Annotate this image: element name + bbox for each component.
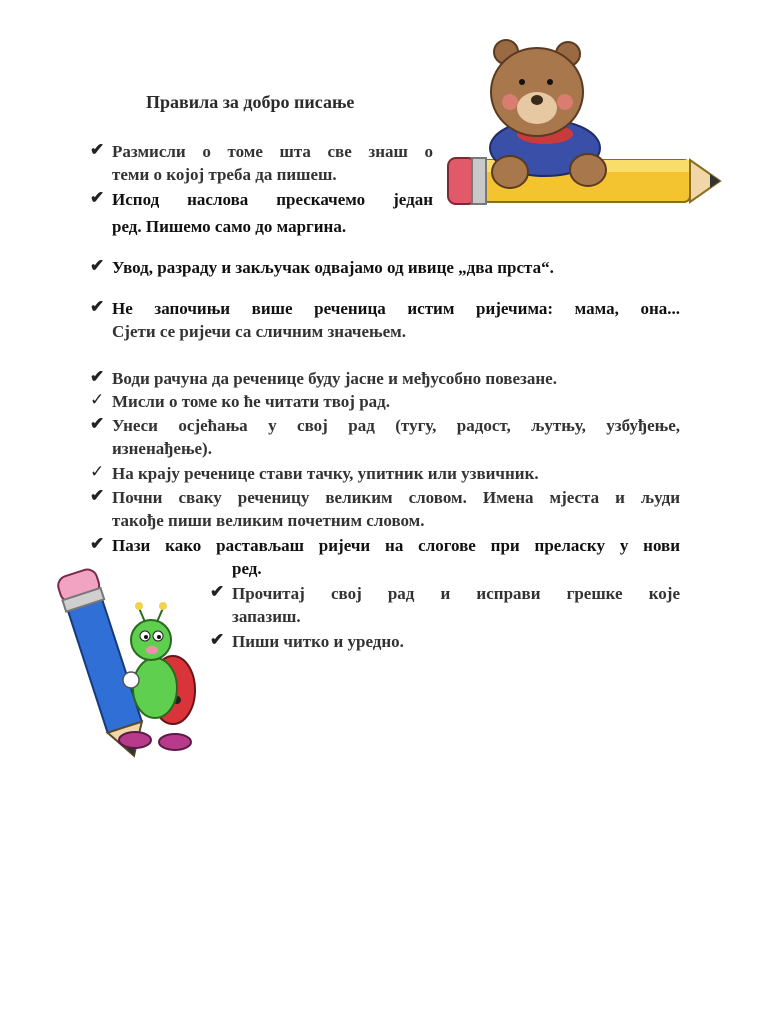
rule-line: Пиши читко и уредно. xyxy=(232,632,404,651)
rule-line: Мисли о томе ко ће читати твој рад. xyxy=(112,392,390,411)
rule-line: Пази како растављаш ријечи на слогове при преласку у нови xyxy=(112,536,680,555)
check-mark-icon: ✔ xyxy=(90,297,105,316)
rule-line: На крају реченице стави тачку, упитник или узвичник. xyxy=(112,464,539,483)
check-mark-icon: ✔ xyxy=(210,630,225,649)
check-mark-icon: ✔ xyxy=(90,534,105,553)
rule-line: Води рачуна да реченице буду јасне и међусобно повезане. xyxy=(112,369,557,388)
rule-line: теми о којој треба да пишеш. xyxy=(112,165,337,184)
check-mark-icon: ✔ xyxy=(210,582,225,601)
check-mark-icon: ✔ xyxy=(90,414,105,433)
rule-line: такође пиши великим почетним словом. xyxy=(112,511,425,530)
rule-line: Сјети се ријечи са сличним значењем. xyxy=(112,322,406,341)
rule-line: ред. Пишемо само до маргина. xyxy=(112,217,347,236)
check-mark-icon: ✔ xyxy=(90,367,105,386)
bear-with-pencil-illustration xyxy=(440,30,725,220)
check-mark-icon: ✔ xyxy=(90,256,105,275)
rule-line: Размисли о томе шта све знаш о xyxy=(112,142,433,161)
rule-line: Не започињи више реченица истим ријечима: мама, она... xyxy=(112,299,680,318)
rule-line: Испод наслова прескачемо један xyxy=(112,190,433,209)
rule-line: ред. xyxy=(232,559,262,578)
rule-line: изненађење). xyxy=(112,439,212,458)
rule-line: запазиш. xyxy=(232,607,301,626)
check-mark-icon: ✔ xyxy=(90,486,105,505)
check-mark-icon: ✔ xyxy=(90,140,105,159)
rule-line: Унеси осјећања у свој рад (тугу, радост, љутњу, узбуђење, xyxy=(112,416,680,435)
rule-line: Увод, разраду и закључак одвајамо од ивице „два прста“. xyxy=(112,258,554,277)
rule-line: Прочитај свој рад и исправи грешке које xyxy=(232,584,680,603)
rule-line: Почни сваку реченицу великим словом. Имена мјеста и људи xyxy=(112,488,680,507)
page-title: Правила за добро писање xyxy=(146,92,355,112)
bug-with-pencil-illustration xyxy=(55,560,205,760)
check-mark-icon: ✔ xyxy=(90,188,105,207)
check-mark-icon: ✓ xyxy=(90,390,105,409)
check-mark-icon: ✓ xyxy=(90,462,105,481)
